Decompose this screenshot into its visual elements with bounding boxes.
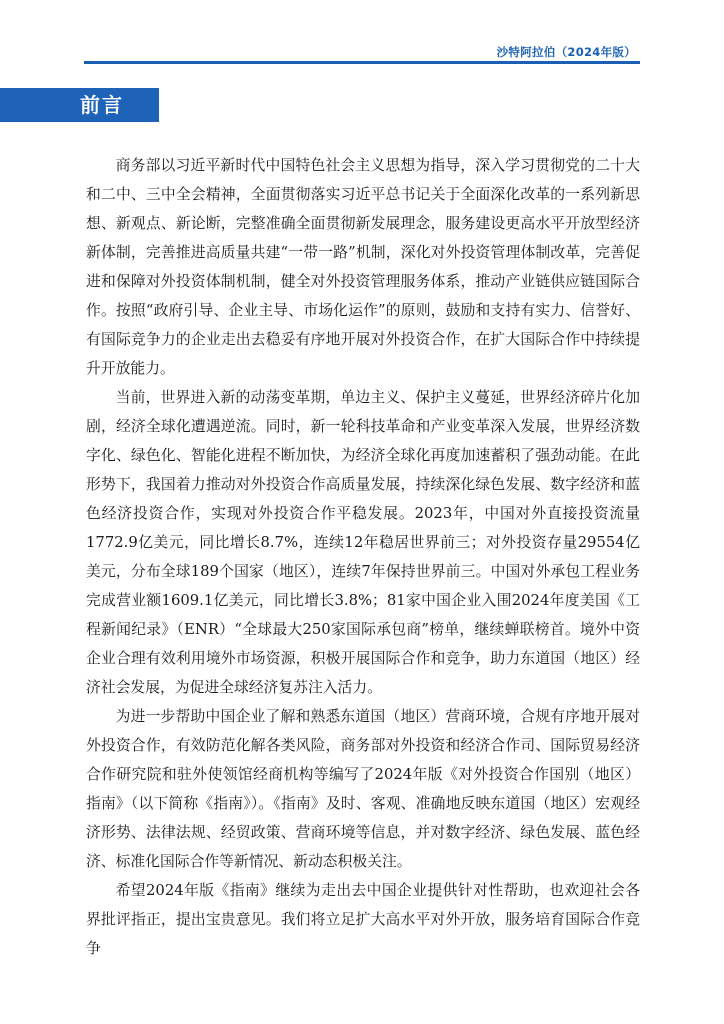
header-divider (84, 61, 640, 64)
running-header-title: 沙特阿拉伯（2024年版） (496, 45, 636, 59)
body-text (86, 151, 640, 963)
paragraph: 当前，世界进入新的动荡变革期，单边主义、保护主义蔓延，世界经济碎片化加剧，经济全球化遭遇逆流。同时，新一轮科技革命和产业变革深入发展，世界经济数字化、绿色化、智能化进程不断加快，为经济全球化再度加速蓄积了强劲动能。在此形势下，我国着力推动对外投资合作高质量发展，持续深化绿色发展、数字经济和蓝色经济投资合作，实现对外投资合作平稳发展。2023年，中国对外直接投资流量1772.9亿美元，同比增长8.7%，连续12年稳居世界前三；对外投资存量29554亿美元，分布全球189个国家（地区），连续7年保持世界前三。中国对外承包工程业务完成营业额1609.1亿美元，同比增长3.8%；81家中国企业入围2024年度美国《工程新闻纪录》（ENR）“全球最大250家国际承包商”榜单，继续蝉联榜首。境外中资企业合理有效利用境外市场资源，积极开展国际合作和竞争，助力东道国（地区）经济社会发展，为促进全球经济复苏注入活力。 (86, 389, 640, 696)
paragraph: 希望2024年版《指南》继续为走出去中国企业提供针对性帮助，也欢迎社会各界批评指正，提出宝贵意见。我们将立足扩大高水平对外开放，服务培育国际合作竞争 (86, 882, 640, 957)
paragraph: 商务部以习近平新时代中国特色社会主义思想为指导，深入学习贯彻党的二十大和二中、三中全会精神，全面贯彻落实习近平总书记关于全面深化改革的一系列新思想、新观点、新论断，完整准确全面贯彻新发展理念，服务建设更高水平开放型经济新体制，完善推进高质量共建“一带一路”机制，深化对外投资管理体制改革，完善促进和保障对外投资体制机制，健全对外投资管理服务体系，推动产业链供应链国际合作。按照“政府引导、企业主导、市场化运作”的原则，鼓励和支持有实力、信誉好、有国际竞争力的企业走出去稳妥有序地开展对外投资合作，在扩大国际合作中持续提升开放能力。 (86, 157, 640, 377)
section-title-banner (0, 88, 159, 122)
section-title: 前言 (80, 93, 124, 117)
paragraph: 为进一步帮助中国企业了解和熟悉东道国（地区）营商环境，合规有序地开展对外投资合作，有效防范化解各类风险，商务部对外投资和经济合作司、国际贸易经济合作研究院和驻外使领馆经商机构等编写了2024年版《对外投资合作国别（地区）指南》（以下简称《指南》）。《指南》及时、客观、准确地反映东道国（地区）宏观经济形势、法律法规、经贸政策、营商环境等信息，并对数字经济、绿色发展、蓝色经济、标准化国际合作等新情况、新动态积极关注。 (86, 708, 640, 870)
